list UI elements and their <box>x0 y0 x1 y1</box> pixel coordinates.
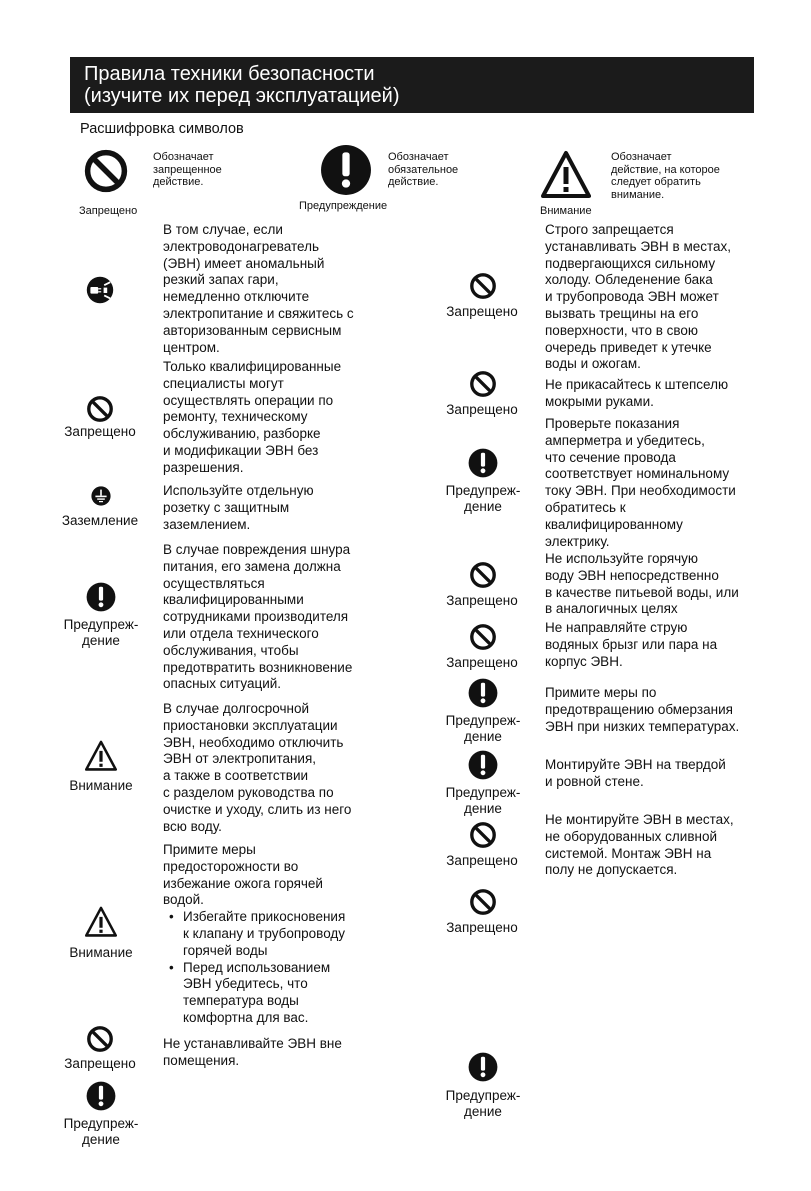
text-line: специалисты могут <box>163 375 284 391</box>
text-line: амперметра и убедитесь, <box>545 432 705 448</box>
text-line: и модификации ЭВН без <box>163 442 319 458</box>
text-line: водяных брызг или пара на <box>545 636 718 652</box>
mandatory-icon <box>468 1052 498 1082</box>
right-rule-3 <box>545 416 736 550</box>
text-line: розетку с защитным <box>163 499 290 515</box>
caption-line: Предупреж- <box>63 1116 139 1131</box>
text-line: осуществляться <box>163 575 265 591</box>
legend-text-line: Обозначает <box>153 151 214 163</box>
prohibited-icon <box>469 370 497 398</box>
text-line: воду ЭВН непосредственно <box>545 567 719 583</box>
text-line: с разделом руководства по <box>163 784 334 800</box>
text-line: предотвращению обмерзания <box>545 701 733 717</box>
text-line: электропитание и свяжитесь с <box>163 305 354 321</box>
left-caption-8 <box>52 1116 150 1148</box>
text-line: системой. Монтаж ЭВН на <box>545 845 712 861</box>
right-rule-1 <box>545 222 731 373</box>
legend-mandatory-caption: Предупреждение <box>299 200 388 212</box>
text-line: холоду. Обледенение бака <box>545 272 713 288</box>
right-caption-7 <box>434 785 532 817</box>
text-line: Не направляйте струю <box>545 620 688 635</box>
page-title <box>84 63 399 107</box>
text-line: воды и ожогам. <box>545 356 641 372</box>
right-caption-8: Запрещено <box>446 853 518 868</box>
text-line: в аналогичных целях <box>545 601 678 617</box>
bullet-item <box>163 960 373 1027</box>
caption-line: Предупреж- <box>445 1088 521 1103</box>
text-line: горячей воды <box>183 942 268 958</box>
text-line: или отдела технического <box>163 625 319 641</box>
prohibited-icon <box>469 623 497 651</box>
text-line: Монтируйте ЭВН на твердой <box>545 757 726 772</box>
mandatory-icon <box>86 1081 116 1111</box>
text-line: току ЭВН. При необходимости <box>545 483 736 499</box>
text-line: заземлением. <box>163 516 251 532</box>
right-caption-4: Запрещено <box>446 593 518 608</box>
text-line: температура воды <box>183 993 299 1009</box>
text-line: квалифицированному <box>545 516 683 532</box>
right-caption-1: Запрещено <box>446 304 518 319</box>
attention-icon <box>541 150 591 200</box>
left-rule-4 <box>163 542 352 693</box>
text-line: Не используйте горячую <box>545 551 699 566</box>
text-line: избежание ожога горячей <box>163 875 323 891</box>
text-line: к клапану и трубопроводу <box>183 925 346 941</box>
text-line: очистке и уходу, слить из него <box>163 801 352 817</box>
text-line: Примите меры <box>163 842 256 857</box>
legend-prohibited-caption: Запрещено <box>79 205 138 217</box>
text-line: очередь приведет к утечке <box>545 339 712 355</box>
text-line: питания, его замена должна <box>163 558 341 574</box>
text-line: и ровной стене. <box>545 773 644 789</box>
prohibited-icon <box>86 1025 114 1053</box>
legend-mandatory-text <box>388 151 458 189</box>
legend-text-line: действие. <box>153 176 204 188</box>
text-line: немедленно отключите <box>163 289 310 305</box>
right-rule-7 <box>545 757 726 791</box>
right-rule-2 <box>545 377 728 411</box>
legend-text-line: внимание. <box>611 188 665 201</box>
unplug-icon <box>85 275 115 305</box>
text-line: устанавливать ЭВН в местах, <box>545 238 732 254</box>
attention-icon <box>85 740 117 772</box>
prohibited-icon <box>469 272 497 300</box>
right-caption-3 <box>434 483 532 515</box>
text-line: В том случае, если <box>163 222 283 237</box>
prohibited-icon <box>86 395 114 423</box>
left-rule-1 <box>163 222 354 356</box>
legend-text-line: Обозначает <box>388 151 449 163</box>
text-line: Проверьте показания <box>545 416 680 431</box>
caption-line: дение <box>464 1104 502 1119</box>
grounding-icon <box>91 486 111 506</box>
text-line: ЭВН от электропитания, <box>163 751 317 767</box>
text-line: В случае долгосрочной <box>163 701 310 716</box>
caption-line: дение <box>464 729 502 744</box>
text-line: электроводонагреватель <box>163 238 319 254</box>
legend-attention-text <box>611 151 720 201</box>
left-rule-3 <box>163 483 314 533</box>
text-line: а также в соответствии <box>163 768 309 784</box>
caption-line: дение <box>82 633 120 648</box>
text-line: приостановки эксплуатации <box>163 717 338 733</box>
prohibited-icon <box>469 888 497 916</box>
mandatory-icon <box>86 582 116 612</box>
right-rule-6 <box>545 685 739 735</box>
text-line: обслуживанию, разборке <box>163 426 321 442</box>
text-line: электрику. <box>545 533 610 549</box>
text-line: и трубопровода ЭВН может <box>545 289 719 305</box>
text-line: Не монтируйте ЭВН в местах, <box>545 812 734 827</box>
legend-text-line: Обозначает <box>611 151 672 163</box>
text-line: Примите меры по <box>545 685 657 700</box>
text-line: центром. <box>163 339 220 355</box>
caption-line: Предупреж- <box>63 617 139 632</box>
text-line: В случае повреждения шнура <box>163 542 351 557</box>
page-title-line2: (изучите их перед эксплуатацией) <box>84 85 400 107</box>
legend-prohibited-text <box>153 151 222 189</box>
left-rule-6 <box>163 842 373 1027</box>
mandatory-icon <box>468 750 498 780</box>
legend-title: Расшифровка символов <box>80 121 244 137</box>
text-line: Только квалифицированные <box>163 359 342 374</box>
text-line: сотрудниками производителя <box>163 609 349 625</box>
left-caption-6: Внимание <box>69 945 133 960</box>
mandatory-icon <box>468 678 498 708</box>
text-line: ЭВН убедитесь, что <box>183 976 308 992</box>
text-line: подвергающихся сильному <box>545 255 716 271</box>
text-line: поверхности, что в свою <box>545 322 699 338</box>
mandatory-icon <box>468 448 498 478</box>
left-caption-2: Запрещено <box>64 424 136 439</box>
legend-text-line: действие. <box>388 176 439 188</box>
text-line: обслуживания, чтобы <box>163 642 299 658</box>
left-rule-2 <box>163 359 341 477</box>
text-line: всю воду. <box>163 818 222 834</box>
left-rule-5 <box>163 701 351 835</box>
text-line: • Перед использованием <box>183 959 331 975</box>
right-rule-4 <box>545 551 739 618</box>
legend-text-line: действие, на которое <box>611 163 720 176</box>
left-caption-5: Внимание <box>69 778 133 793</box>
right-caption-5: Запрещено <box>446 655 518 670</box>
text-line: ремонту, техническому <box>163 409 308 425</box>
bullet-list <box>163 909 373 1027</box>
text-line: ЭВН, необходимо отключить <box>163 734 344 750</box>
text-line: вызвать трещины на его <box>545 305 699 321</box>
text-line: что сечение провода <box>545 449 676 465</box>
caption-line: Предупреж- <box>445 713 521 728</box>
text-line: обратитесь к <box>545 499 626 515</box>
text-line: опасных ситуаций. <box>163 676 282 692</box>
left-caption-3: Заземление <box>61 513 139 528</box>
text-line: • Избегайте прикосновения <box>183 909 346 925</box>
caption-line: дение <box>464 499 502 514</box>
text-line: водой. <box>163 892 204 908</box>
page-title-line1: Правила техники безопасности <box>84 63 375 85</box>
right-rule-5 <box>545 620 717 670</box>
text-line: резкий запах гари, <box>163 272 279 288</box>
text-line: помещения. <box>163 1052 240 1068</box>
right-caption-9: Запрещено <box>446 920 518 935</box>
right-caption-10 <box>434 1088 532 1120</box>
left-caption-7: Запрещено <box>64 1056 136 1071</box>
caption-line: Предупреж- <box>445 483 521 498</box>
text-line: корпус ЭВН. <box>545 653 623 669</box>
left-rule-7 <box>163 1036 342 1070</box>
legend-text-line: следует обратить <box>611 176 701 188</box>
caption-line: дение <box>464 801 502 816</box>
legend-attention-caption: Внимание <box>540 205 592 217</box>
text-line: не оборудованных сливной <box>545 828 717 844</box>
legend-text-line: запрещенное <box>153 163 222 176</box>
text-line: полу не допускается. <box>545 862 678 878</box>
right-caption-6 <box>434 713 532 745</box>
text-line: ЭВН при низких температурах. <box>545 718 740 734</box>
mandatory-icon <box>320 144 372 196</box>
text-line: квалифицированными <box>163 592 304 608</box>
prohibited-icon <box>469 561 497 589</box>
text-line: авторизованным сервисным <box>163 322 342 338</box>
text-line: соответствует номинальному <box>545 466 730 482</box>
text-line: (ЭВН) имеет аномальный <box>163 255 325 271</box>
text-line: разрешения. <box>163 459 244 475</box>
text-line: предотвратить возникновение <box>163 659 353 675</box>
text-line: Не прикасайтесь к штепселю <box>545 377 729 392</box>
right-rule-8 <box>545 812 734 879</box>
right-caption-2: Запрещено <box>446 402 518 417</box>
text-line: мокрыми руками. <box>545 393 654 409</box>
legend-text-line: обязательное <box>388 163 459 176</box>
prohibited-icon <box>83 148 129 194</box>
left-caption-4 <box>52 617 150 649</box>
caption-line: дение <box>82 1132 120 1147</box>
text-line: в качестве питьевой воды, или <box>545 584 739 600</box>
page-header <box>70 57 754 113</box>
text-line: предосторожности во <box>163 858 299 874</box>
attention-icon <box>85 906 117 938</box>
text-line: Не устанавливайте ЭВН вне <box>163 1036 342 1051</box>
text-line: осуществлять операции по <box>163 392 334 408</box>
text-line: Используйте отдельную <box>163 483 314 498</box>
prohibited-icon <box>469 821 497 849</box>
caption-line: Предупреж- <box>445 785 521 800</box>
text-line: комфортна для вас. <box>183 1009 309 1025</box>
bullet-item <box>163 909 373 959</box>
text-line: Строго запрещается <box>545 222 674 237</box>
